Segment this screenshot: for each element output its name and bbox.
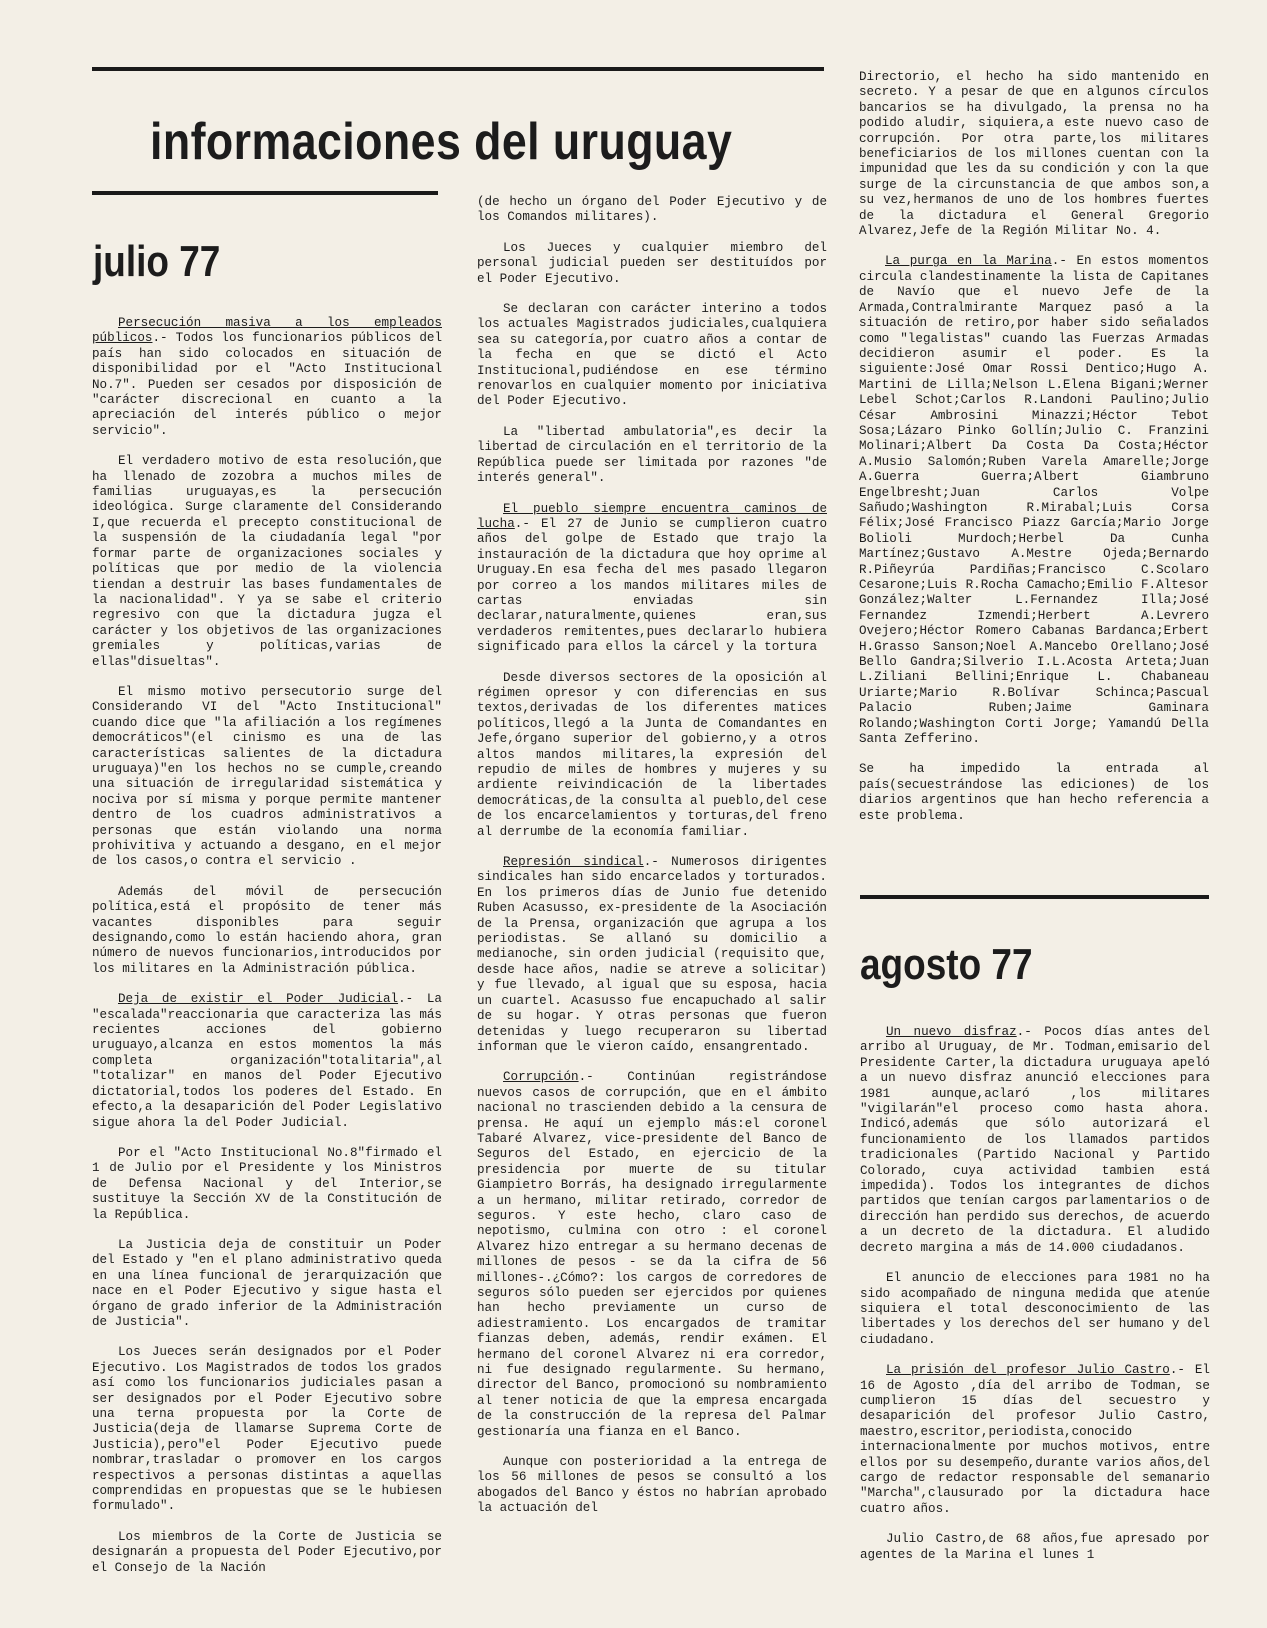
paragraph-text: Los Jueces serán designados por el Poder Ejecutivo. Los Magistrados de todos los grados así como los funcionarios judiciales pasan a ser designados por el Poder Ejecutivo sobre una terna propuesta por la Corte de Justicia(deja de llamarse Suprema Corte de Justicia),pero"el Poder Ejecutivo puede nombrar,trasladar o promover en los cargos respectivos a personas distintas a aquellas comprendidas en propuestas que se le hubiesen formulado". [92,1345,442,1514]
article-heading: La purga en la Marina [885,254,1052,269]
paragraph [859,254,1209,747]
article-heading: Deja de existir el Poder Judicial [118,992,399,1007]
column-4 [860,1025,1210,1622]
paragraph [477,855,827,1055]
paragraph-text: La Justicia deja de constituir un Poder del Estado y "en el plano administrativo queda en una línea funcional de jerarquización que nace en el Poder Ejecutivo y sigue hasta el órgano de grado inferior de la Administración de Justicia". [92,1237,442,1329]
column-2 [477,195,827,1622]
paragraph-text: Los miembros de la Corte de Justicia se designarán a propuesta del Poder Ejecutivo,por el Consejo de la Nación [92,1529,442,1575]
article-heading: Persecución masiva a los empleados públicos [92,316,442,346]
paragraph [92,1345,442,1514]
paragraph [860,1532,1210,1563]
article-heading: Corrupción [503,1070,579,1085]
paragraph [92,1238,442,1330]
paragraph [92,885,442,977]
paragraph [477,502,827,656]
paragraph [860,1025,1210,1256]
section-heading-agosto: agosto 77 [860,940,1033,989]
paragraph-text: Se ha impedido la entrada al país(secuestrándose las ediciones) de los diarios argentinos que han hecho referencia a este problema. [859,762,1209,823]
paragraph-text: El mismo motivo persecutorio surge del Considerando VI del "Acto Institucional" cuando dice que "la afiliación a los regímenes democráticos"(el cinismo es una de las características salientes de la dictadura uruguaya)"en los hechos no se cumple,creando una situación de irregularidad sistemática y nociva por sí misma y porque permite mantener dentro de los cuadros administrativos a personas que están violando una norma prohivitiva y actuando a desgano, en el mejor de los casos,o contra el servicio . [92,684,442,869]
paragraph-text: .- La "escalada"reaccionaria que caracteriza las más recientes acciones del gobierno uruguayo,alcanza en estos momentos la más completa organización"totalitaria",al "totalizar" en manos del Poder Ejecutivo dictatorial,todos los poderes del Estado. En efecto,a la desaparición del Poder Legislativo sigue ahora la del Poder Judicial. [92,992,442,1130]
paragraph [860,1363,1210,1517]
paragraph [92,316,442,439]
paragraph [477,195,827,226]
column-1 [92,316,442,1622]
paragraph [92,685,442,870]
paragraph-text: .- En estos momentos circula clandestinamente la lista de Capitanes de Navío que el nuevo Jefe de la Armada,Contralmirante Marquez pasó a la situación de retiro,por haber sido señalados como "legalistas" cuando las Fuerzas Armadas decidieron asumir el poder. Es la siguiente:José Omar Rossi Dentico;Hugo A. Martini de Lilla;Nelson L.Elena Bigani;Werner Lebel Schot;Carlos R.Landoni Paulino;Julio César Ambrosini Minazzi;Héctor Tebot Sosa;Lázaro Pinko Gollín;Julio C. Franzini Molinari;Albert Da Costa Da Costa;Héctor A.Musio Salomón;Ruben Varela Amarelle;Jorge A.Guerra Guerra;Albert Giambruno Engelbresht;Juan Carlos Volpe Sañudo;Washington R.Mirabal;Luis Corsa Félix;José Francisco Piazz García;Mario Jorge Bolioli Murdoch;Herbel Da Cunha Martínez;Gustavo A.Mestre Ojeda;Bernardo R.Piñeyrúa Pardiñas;Francisco C.Scolaro Cesarone;Luis R.Rocha Camacho;Emilio F.Altesor González;Walter L.Fernandez Illa;José Fernandez Izmendi;Herbert A.Levrero Ovejero;Héctor Romero Cabanas Bardanca;Erbert H.Grasso Sanson;Noel A.Mancebo Orellano;José Bello Gandra;Silverio I.L.Acosta Arteta;Juan L.Ziliani Bellini;Enrique L. Chabaneau Uriarte;Mario R.Bolívar Schinca;Pascual Palacio Ruben;Jaime Gaminara Rolando;Washington Corti Jorge; Yamandú Della Santa Zefferino. [859,254,1209,747]
section-divider-rule [860,895,1209,899]
paragraph-text: .- Numerosos dirigentes sindicales han sido encarcelados y torturados. En los primeros días de Junio fue detenido Ruben Acasusso, ex-presidente de la Asociación de la Prensa, organización que agrupa a los periodistas. Se allanó su domicilio a medianoche, sin orden judicial (requisito que, desde hace años, nadie se atreve a solicitar) y fue llevado, al igual que su esposa, hacia un cuartel. Acasusso fue encapuchado al salir de su hogar. Y otras personas que fueron detenidas y luego recuperaron su libertad informan que le vieron caído, ensangrentado. [477,855,827,1054]
paragraph [92,454,442,670]
column-3 [859,70,1209,880]
paragraph-text: El verdadero motivo de esta resolución,que ha llenado de zozobra a muchos miles de familias uruguayas,es la persecución ideológica. Surge claramente del Considerando I,que recuerda el precepto constitucional de la suspensión de la ciudadanía legal "por formar parte de organizaciones sociales y políticas que por medio de la violencia tiendan a destruir las bases fundamentales de la nacionalidad". Y ya se sabe el criterio regresivo con que la dictadura jugza el carácter y los objetivos de las organizaciones gremiales y políticas,varias de ellas"disueltas". [92,454,442,669]
paragraph-text: Directorio, el hecho ha sido mantenido en secreto. Y a pesar de que en algunos círculos bancarios se ha divulgado, la prensa no ha podido aludir, siquiera,a este nuevo caso de corrupción. Por otra parte,los militares beneficiarios de los millones cuentan con la impunidad que les da su condición y con la que surge de la circunstancia de que ambos son,a su vez,hermanos de uno de los hombres fuertes de la dictadura el General Gregorio Alvarez,Jefe de la Región Militar No. 4. [859,70,1209,239]
paragraph-text: .- El 16 de Agosto ,día del arribo de Todman, se cumplieron 15 días del secuestro y desaparición del profesor Julio Castro, maestro,escritor,periodista,conocido internacionalmente por muchos motivos, entre ellos por su desempeño,durante varios años,del cargo de redactor responsable del semanario "Marcha",clausurado por la dictadura hace cuatro años. [860,1363,1210,1516]
masthead-top-rule [92,67,824,71]
paragraph [92,1146,442,1223]
paragraph-text: (de hecho un órgano del Poder Ejecutivo y de los Comandos militares). [477,195,827,225]
paragraph [92,1530,442,1576]
paragraph [92,992,442,1131]
paragraph-text: Aunque con posterioridad a la entrega de los 56 millones de pesos se consultó a los abogados del Banco y éstos no habrían aprobado la actuación del [477,1455,827,1516]
paragraph [477,1070,827,1440]
paragraph [860,1271,1210,1348]
article-heading: Represión sindical [503,855,644,870]
paragraph-text: .- El 27 de Junio se cumplieron cuatro años del golpe de Estado que trajo la instauración de la dictadura que hoy oprime al Uruguay.En esa fecha del mes pasado llegaron por correo a los mandos militares miles de cartas enviadas sin declarar,naturalmente,quienes eran,sus verdaderos remitentes,pues declararlo hubiera significado para ellos la cárcel y la tortura [477,516,827,655]
paragraph [477,425,827,487]
article-heading: La prisión del profesor Julio Castro [886,1363,1170,1378]
paragraph [477,302,827,410]
paragraph [859,70,1209,239]
section-heading-julio: julio 77 [93,237,221,286]
paragraph [477,241,827,287]
article-heading: El pueblo siempre encuentra caminos de lucha [477,501,827,531]
paragraph [859,762,1209,824]
paragraph-text: Julio Castro,de 68 años,fue apresado por agentes de la Marina el lunes 1 [860,1532,1210,1562]
paragraph [477,1455,827,1517]
paragraph-text: .- Continúan registrándose nuevos casos de corrupción, que en el ámbito nacional no trascienden debido a la censura de prensa. He aquí un ejemplo más:el coronel Tabaré Alvarez, vice-presidente del Banco de Seguros del Estado, en ejercicio de la presidencia por muerte de su titular Giampietro Borrás, ha designado irregularmente a un hermano, militar retirado, corredor de seguros. Y este hecho, claro caso de nepotismo, culmina con otro : el coronel Alvarez hizo entregar a su hermano decenas de millones de pesos - se da la cifra de 56 millones-.¿Cómo?: los cargos de corredores de seguros sólo pueden ser ejercidos por quienes han hecho previamente un curso de adiestramiento. Los encargados de tramitar fianzas deben, además, rendir exámen. El hermano del coronel Alvarez ni era corredor, ni fue designado regularmente. Su hermano, director del Banco, promocionó su nombramiento al tener noticia de que la empresa encargada de la construcción de la represa del Palmar gestionaría una fianza en el Banco. [477,1070,827,1439]
paragraph-text: .- Todos los funcionarios públicos del país han sido colocados en situación de disponibilidad por el "Acto Institucional No.7". Pueden ser cesados por disposición de "carácter discrecional en cuanto a la apreciación del interés público o mejor servicio". [92,331,442,438]
paragraph-text: Los Jueces y cualquier miembro del personal judicial pueden ser destituídos por el Poder Ejecutivo. [477,240,827,286]
paragraph-text: Además del móvil de persecución política,está el propósito de tener más vacantes disponibles para seguir designando,como lo están haciendo ahora, gran número de nuevos funcionarios,introducidos por los militares en la Administración pública. [92,884,442,976]
masthead-bottom-rule [92,191,438,195]
paragraph-text: El anuncio de elecciones para 1981 no ha sido acompañado de ninguna medida que atenúe siquiera el total desconocimiento de las libertades y los derechos del ser humano y del ciudadano. [860,1271,1210,1347]
paragraph-text: .- Pocos días antes del arribo al Uruguay, de Mr. Todman,emisario del Presidente Carter,la dictadura uruguaya apeló a un nuevo disfraz anunció elecciones para 1981 aunque,aclaró ,los militares "vigilarán"el proceso como hasta ahora. Indicó,además que sólo autorizará el funcionamiento de los llamados partidos tradicionales (Partido Nacional y Partido Colorado, cuya actividad tambien está impedida). Todos los integrantes de dichos partidos que tenían cargos parlamentarios o de dirección han perdido sus derechos, de acuerdo a un decreto de la dictadura. El aludido decreto margina a más de 14.000 ciudadanos. [860,1025,1210,1255]
paragraph-text: Por el "Acto Institucional No.8"firmado el 1 de Julio por el Presidente y los Ministros de Defensa Nacional y del Interior,se sustituye la Sección XV de la Constitución de la República. [92,1145,442,1222]
paragraph [477,671,827,840]
article-heading: Un nuevo disfraz [886,1025,1017,1039]
paragraph-text: La "libertad ambulatoria",es decir la libertad de circulación en el territorio de la República puede ser limitada por razones "de interés general". [477,424,827,486]
masthead-title: informaciones del uruguay [150,113,733,171]
paragraph-text: Se declaran con carácter interino a todos los actuales Magistrados judiciales,cualquiera sea su categoría,por cuatro años a contar de la fecha en que se dictó el Acto Institucional,pudiéndose en ese término renovarlos en cualquier momento por iniciativa del Poder Ejecutivo. [477,302,827,409]
paragraph-text: Desde diversos sectores de la oposición al régimen opresor y con diferencias en sus textos,derivadas de los diferentes matices políticos,llegó a la Junta de Comandantes en Jefe,órgano superior del gobierno,y a otros altos mandos militares,la expresión del repudio de miles de hombres y mujeres y su ardiente reivindicación de la libertades democráticas,de la consulta al pueblo,del cese de los encarcelamientos y torturas,del freno al derrumbe de la economía familiar. [477,670,827,839]
